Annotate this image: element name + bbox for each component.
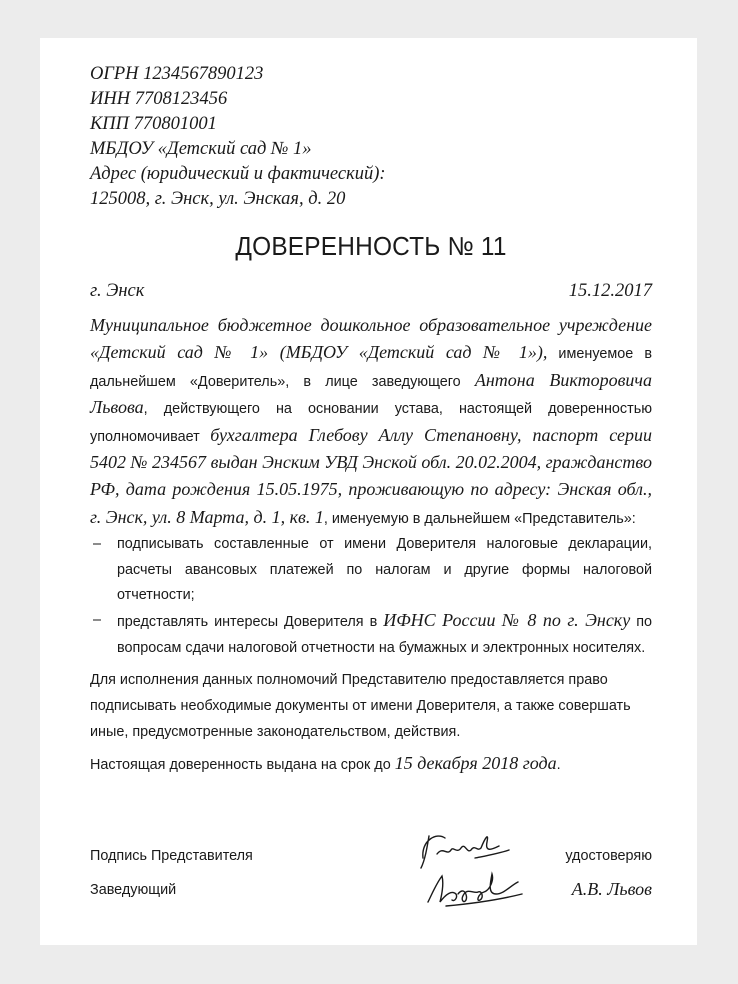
list-dash: – — [93, 536, 102, 553]
rights-paragraph: Для исполнения данных полномочий Представителю предоставляется право подписывать необходимые документы от имени Доверителя, а также совершать иные, предусмотренные законодательством, действия. — [90, 672, 631, 741]
head-signature-icon — [418, 864, 528, 914]
main-paragraph — [90, 313, 652, 532]
validity-date: 15 декабря 2018 года — [394, 753, 557, 774]
place: г. Энск — [90, 281, 145, 301]
document-content — [90, 62, 652, 778]
list-dash: – — [93, 612, 102, 629]
body-text-3: , именуемую в дальнейшем «Представитель»: — [323, 510, 636, 527]
representative-signature-row — [90, 842, 652, 872]
validity-text: Настоящая доверенность выдана на срок до — [90, 757, 395, 774]
date: 15.12.2017 — [568, 281, 652, 301]
head-name: Антона Викторовича Львова — [90, 369, 652, 418]
organization-full-name: Муниципальное бюджетное дошкольное образовательное учреждение «Детский сад № 1» (МБДОУ «Детский сад № 1»), — [90, 315, 652, 363]
place-date-row — [90, 278, 652, 304]
body-text-2: , действующего на основании устава, настоящей доверенностью уполномочивает — [90, 401, 652, 445]
certify-label: удостоверяю — [565, 848, 652, 864]
head-position-label: Заведующий — [90, 882, 177, 898]
organization-header — [90, 62, 652, 212]
organization-name: МБДОУ «Детский сад № 1» — [90, 139, 312, 159]
representative-details: бухгалтера Глебову Аллу Степановну, паспорт серии 5402 № 234567 выдан Энским УВД Энской обл. 20.02.2004, гражданство РФ, дата рождения 15.05.1975, проживающую по адресу: Энская обл., г. Энск, ул. 8 Марта, д. 1, кв. 1 — [90, 424, 652, 527]
ogrn: ОГРН 1234567890123 — [90, 64, 264, 84]
powers-list — [90, 532, 652, 661]
power-item — [90, 532, 652, 608]
address: 125008, г. Энск, ул. Энская, д. 20 — [90, 189, 346, 209]
address-label: Адрес (юридический и фактический): — [90, 164, 386, 184]
body-text-1: именуемое в дальнейшем «Доверитель», в лице заведующего — [90, 346, 653, 390]
kpp: КПП 770801001 — [90, 114, 217, 134]
head-signature-row — [90, 876, 652, 906]
document-sheet — [40, 38, 697, 945]
document-title: ДОВЕРЕННОСТЬ № 11 — [235, 231, 507, 261]
power-text-2b: по вопросам сдачи налоговой отчетности на бумажных и электронных носителях. — [117, 614, 652, 656]
power-item — [90, 608, 652, 661]
inn: ИНН 7708123456 — [90, 89, 228, 109]
validity-end: . — [556, 757, 561, 774]
representative-signature-label: Подпись Представителя — [90, 848, 253, 864]
power-text-1: подписывать составленные от имени Доверителя налоговые декларации, расчеты авансовых платежей по налогам и другие формы налоговой отчетности; — [117, 536, 652, 604]
power-text-2a: представлять интересы Доверителя в — [117, 614, 384, 631]
head-name-signature: А.В. Львов — [571, 879, 652, 899]
tax-office: ИФНС России № 8 по г. Энску — [383, 610, 631, 631]
validity-paragraph — [90, 750, 652, 778]
